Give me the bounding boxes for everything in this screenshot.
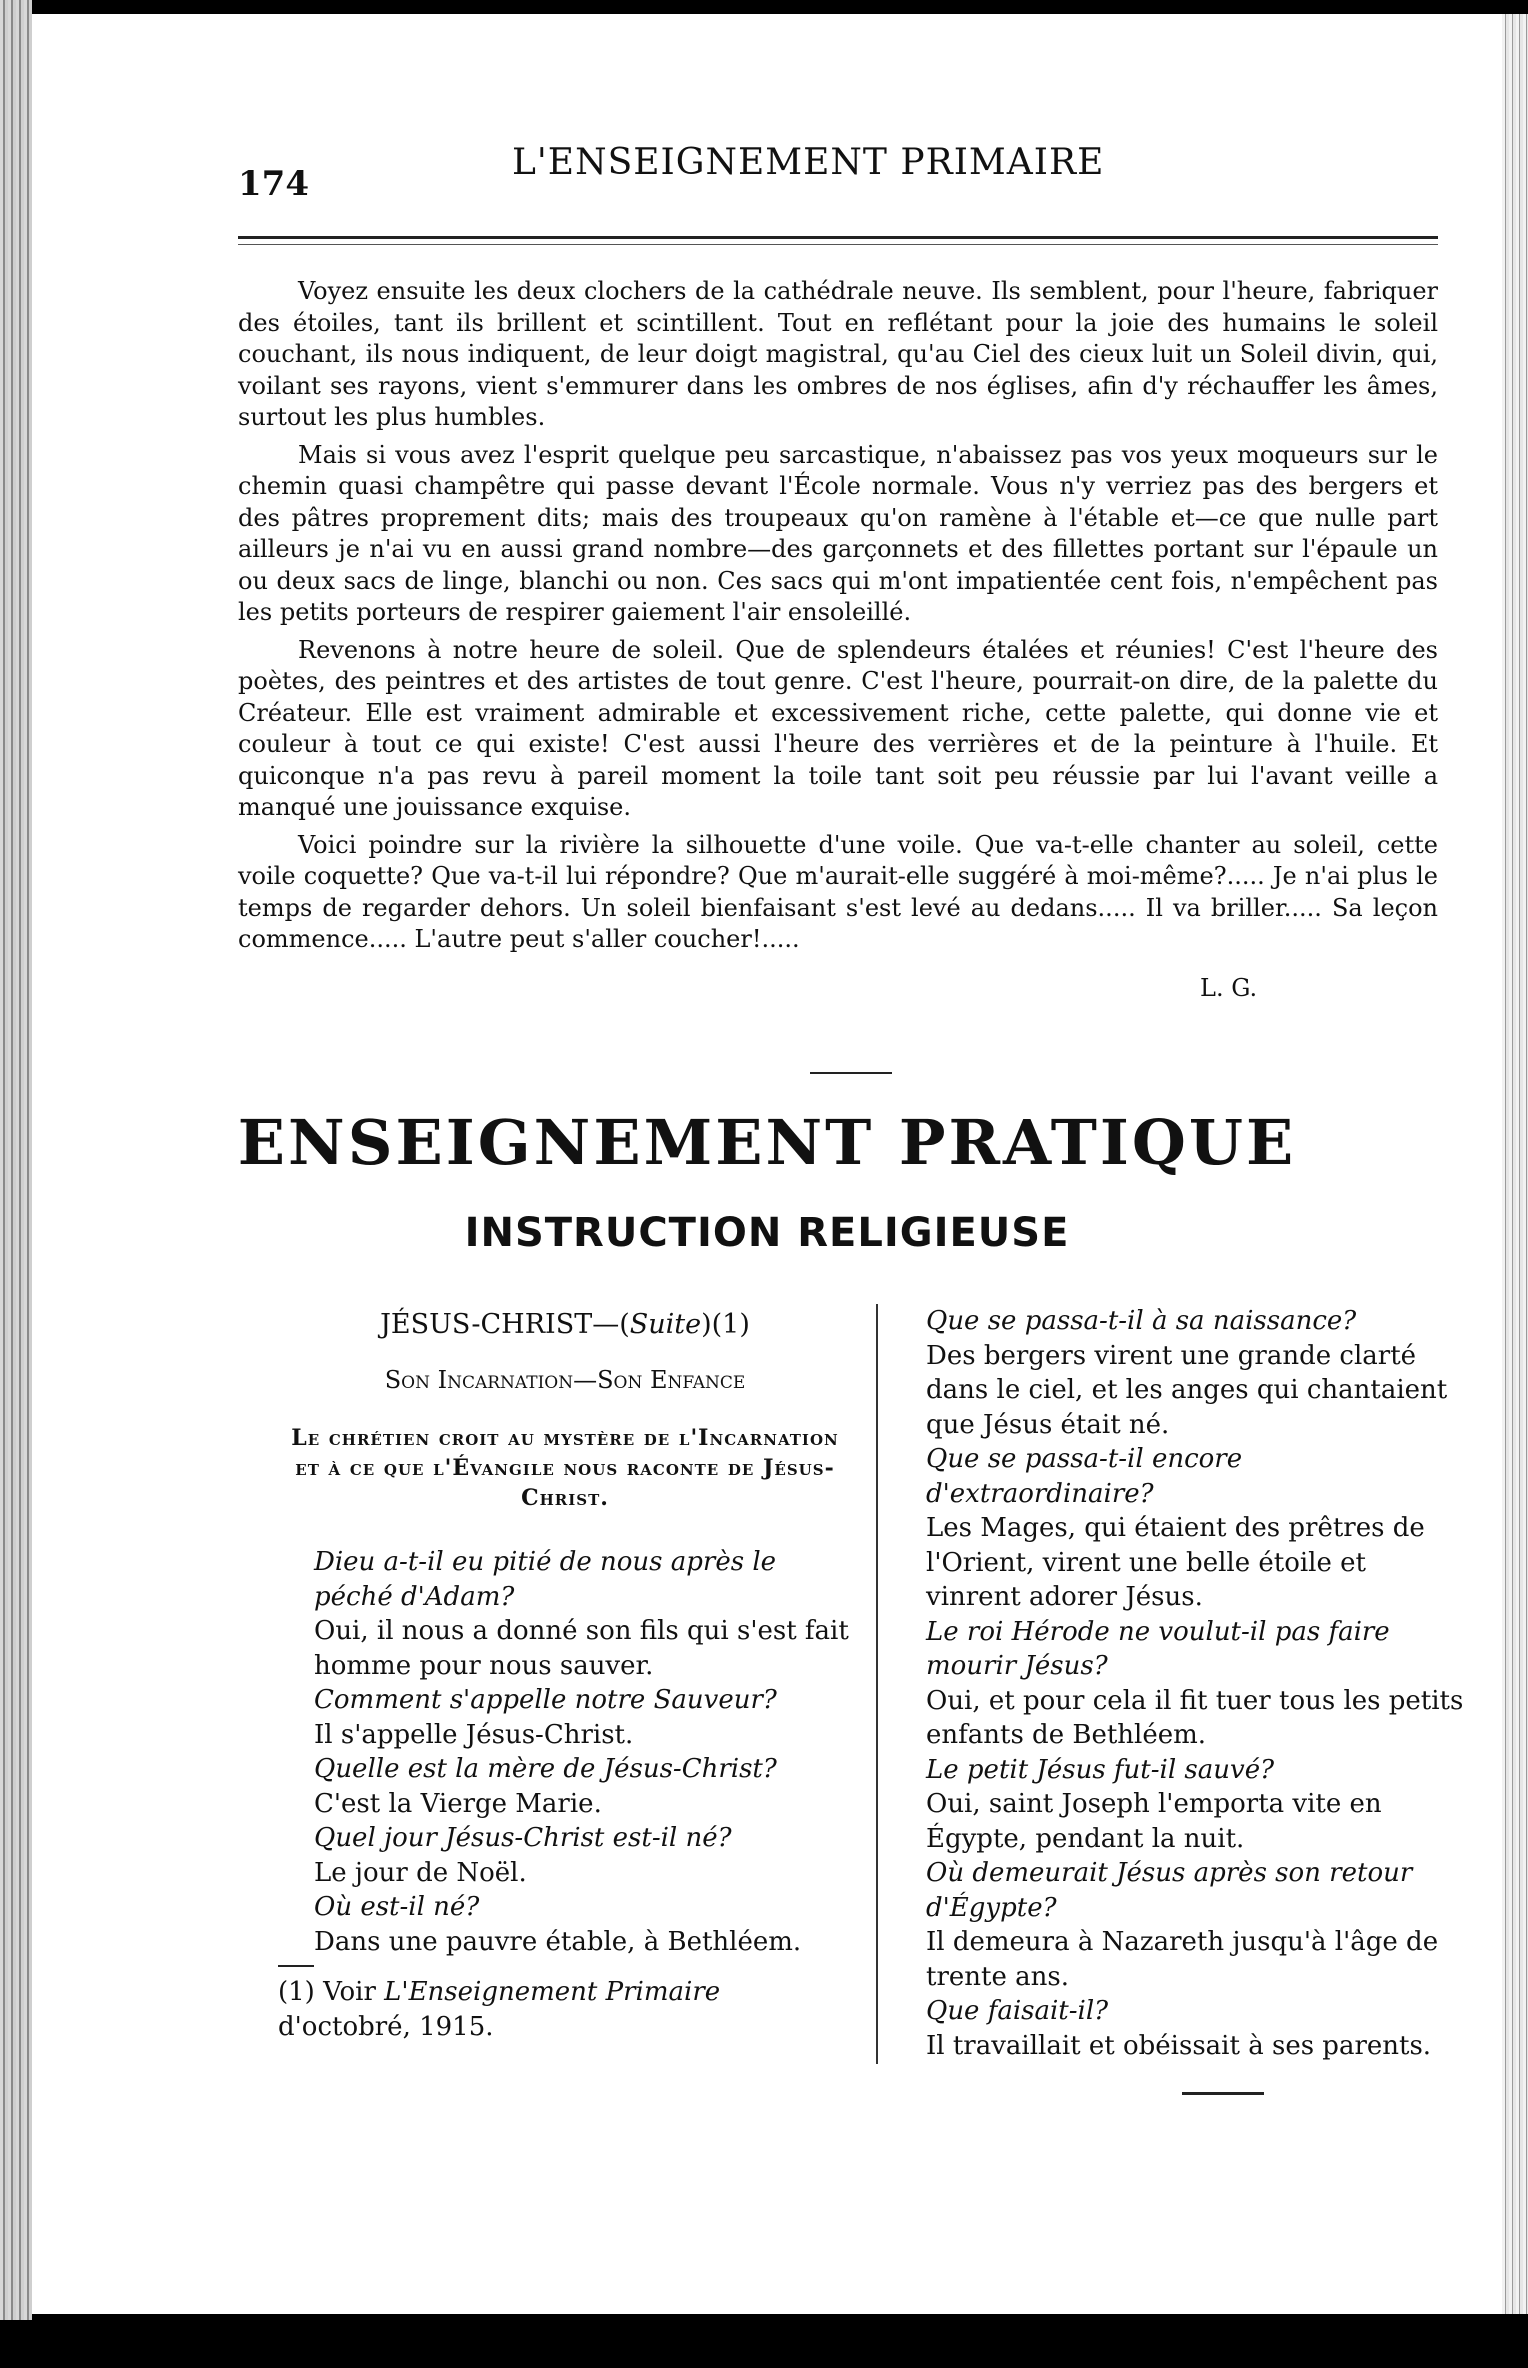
question: Où est-il né?: [314, 1892, 480, 1922]
answer: Oui, et pour cela il fit tuer tous les petits enfants de Bethléem.: [926, 1685, 1464, 1750]
footnote-rule: [278, 1965, 314, 1967]
lesson-title-main: JÉSUS-CHRIST—(: [380, 1309, 630, 1340]
question: Quelle est la mère de Jésus-Christ?: [314, 1754, 777, 1784]
question: Quel jour Jésus-Christ est-il né?: [314, 1823, 732, 1853]
answer: C'est la Vierge Marie.: [314, 1788, 602, 1819]
question: Que se passa-t-il encore d'extraordinaire?: [926, 1444, 1243, 1509]
essay-paragraph: Voici poindre sur la rivière la silhouette d'une voile. Que va-t-elle chanter au soleil, cette voile coquette? Que va-t-il lui répondre? Que m'aurait-elle suggéré à moi-même?..... Je n'ai plus le temps de regarder dehors. Un soleil bienfaisant s'est levé au dedans..... Il va briller..... Sa leçon commence..... L'autre peut s'aller coucher!.....: [238, 830, 1438, 953]
header-rule: [238, 236, 1438, 239]
end-rule: [1182, 2092, 1264, 2095]
page-edges-right: [1502, 14, 1528, 2314]
question: Où demeurait Jésus après son retour d'Égypte?: [926, 1858, 1413, 1923]
answer: Il travaillait et obéissait à ses parents.: [926, 2030, 1432, 2061]
lesson-title-note: )(1): [701, 1309, 750, 1340]
footnote: [278, 1975, 852, 2044]
answer: Les Mages, qui étaient des prêtres de l'Orient, virent une belle étoile et vinrent adorer Jésus.: [926, 1513, 1425, 1612]
footnote-title: L'Enseignement Primaire: [384, 1977, 721, 2007]
footnote-suffix: d'octobré, 1915.: [278, 2011, 494, 2042]
lesson-subtitle: Son Incarnation—Son Enfance: [384, 1365, 746, 1394]
running-title: L'ENSEIGNEMENT PRIMAIRE: [512, 142, 1105, 183]
section-divider: [810, 1072, 892, 1074]
book-spine-left: [0, 0, 32, 2368]
right-column: [890, 1304, 1468, 2063]
left-column: [278, 1308, 852, 2044]
essay-paragraph: Voyez ensuite les deux clochers de la cathédrale neuve. Ils semblent, pour l'heure, fabriquer des étoiles, tant ils brillent et scintillent. Tout en reflétant pour la joie des humains le soleil couchant, ils nous indiquent, de leur doigt magistral, qu'au Ciel des cieux luit un Soleil divin, qui, voilant ses rayons, vient s'emmurer dans les ombres de nos églises, afin d'y réchauffer les âmes, surtout les plus humbles.: [238, 277, 1438, 431]
answer: Le jour de Noël.: [314, 1857, 527, 1888]
answer: Des bergers virent une grande clarté dans le ciel, et les anges qui chantaient que Jésus était né.: [926, 1340, 1448, 1440]
essay-paragraph: Revenons à notre heure de soleil. Que de splendeurs étalées et réunies! C'est l'heure des poètes, des peintres et des artistes de tout genre. C'est l'heure, pourrait-on dire, de la palette du Créateur. Elle est vraiment admirable et excessivement riche, cette palette, qui donne vie et couleur à tout ce qui existe! C'est aussi l'heure des verrières et de la peinture à l'huile. Et quiconque n'a pas revu à pareil moment la toile tant soit peu réussie par lui l'avant veille a manqué une jouissance exquise.: [238, 635, 1438, 821]
answer: Oui, saint Joseph l'emporta vite en Égypte, pendant la nuit.: [926, 1789, 1382, 1854]
scan-border-bottom: [0, 2320, 1528, 2368]
answer: Il s'appelle Jésus-Christ.: [314, 1719, 634, 1750]
answer: Dans une pauvre étable, à Bethléem.: [314, 1926, 802, 1957]
footnote-prefix: (1) Voir: [278, 1977, 385, 2007]
header-rule-thin: [238, 244, 1438, 245]
question: Le roi Hérode ne voulut-il pas faire mourir Jésus?: [926, 1616, 1390, 1681]
lesson-statement: Le chrétien croit au mystère de l'Incarnation et à ce que l'Évangile nous raconte de Jésus-Christ.: [291, 1425, 839, 1511]
column-divider: [876, 1304, 878, 2064]
essay-paragraph: Mais si vous avez l'esprit quelque peu sarcastique, n'abaissez pas vos yeux moqueurs sur le chemin quasi champêtre qui passe devant l'École normale. Vous n'y verriez pas des bergers et des pâtres proprement dits; mais des troupeaux qu'on ramène à l'étable et—ce que nulle part ailleurs je n'ai vu en aussi grand nombre—des garçonnets et des fillettes portant sur l'épaule un ou deux sacs de linge, blanchi ou non. Ces sacs qui m'ont impatientée cent fois, n'empêchent pas les petits porteurs de respirer gaiement l'air ensoleillé.: [238, 440, 1438, 626]
section-title: ENSEIGNEMENT PRATIQUE: [237, 1106, 1297, 1179]
answer: Oui, il nous a donné son fils qui s'est fait homme pour nous sauver.: [314, 1616, 849, 1681]
question: Comment s'appelle notre Sauveur?: [314, 1685, 777, 1715]
essay-text: [238, 276, 1438, 962]
book-page: [32, 14, 1502, 2314]
lesson-title: [278, 1308, 852, 1343]
question: Dieu a-t-il eu pitié de nous après le péché d'Adam?: [314, 1547, 777, 1612]
answer: Il demeura à Nazareth jusqu'à l'âge de trente ans.: [926, 1927, 1439, 1992]
question: Que faisait-il?: [926, 1996, 1109, 2026]
lesson-title-suite: Suite: [629, 1309, 702, 1340]
essay-signature: L. G.: [1200, 974, 1258, 1002]
page-number: 174: [238, 164, 309, 204]
question: Que se passa-t-il à sa naissance?: [926, 1306, 1357, 1336]
section-subtitle: INSTRUCTION RELIGIEUSE: [464, 1210, 1070, 1256]
question: Le petit Jésus fut-il sauvé?: [926, 1754, 1275, 1785]
